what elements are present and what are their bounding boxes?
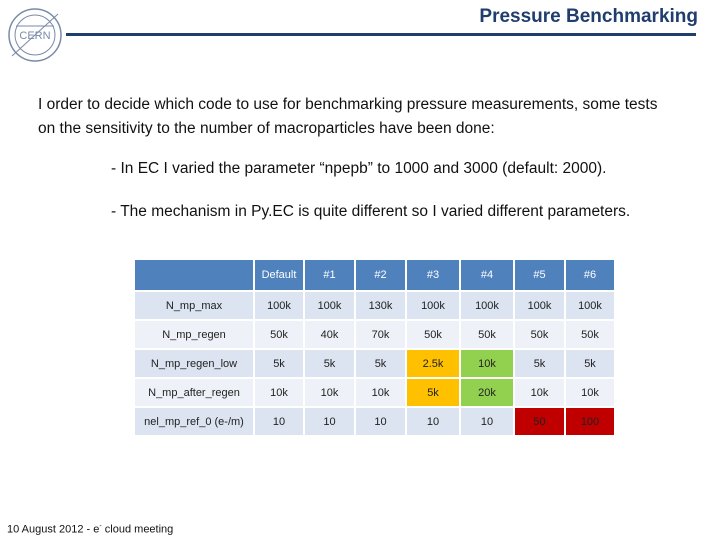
table-cell: 50k (255, 321, 303, 348)
bullet-ec: - In EC I varied the parameter “npepb” to 1000 and 3000 (default: 2000). (111, 160, 607, 177)
table-cell: 100k (407, 292, 459, 319)
cern-logo-text: CERN (19, 30, 51, 42)
table-cell: 5k (305, 350, 354, 377)
table-cell: 70k (356, 321, 405, 348)
table-cell-highlight: 2.5k (407, 350, 459, 377)
column-header: Default (255, 260, 303, 290)
column-header: #1 (305, 260, 354, 290)
table-cell: 50k (566, 321, 614, 348)
table-cell: 10k (515, 379, 564, 406)
footer-superscript: - (99, 523, 102, 530)
benchmark-table (133, 258, 616, 437)
table-cell-highlight: 50 (515, 408, 564, 435)
table-cell-highlight: 20k (461, 379, 513, 406)
table-cell: 50k (407, 321, 459, 348)
table-cell: 50k (461, 321, 513, 348)
table-cell: 10k (255, 379, 303, 406)
table-cell: 10 (461, 408, 513, 435)
table-cell-highlight: 10k (461, 350, 513, 377)
table-row (135, 408, 614, 435)
table-cell: 40k (305, 321, 354, 348)
table-cell: 100k (566, 292, 614, 319)
column-header (135, 260, 253, 290)
table-cell: 10 (407, 408, 459, 435)
footer-date: 10 August 2012 (7, 523, 84, 536)
table-cell: 100k (515, 292, 564, 319)
table-cell: 100k (461, 292, 513, 319)
table-row (135, 350, 614, 377)
row-label: N_mp_regen_low (135, 350, 253, 377)
table-cell: 10 (305, 408, 354, 435)
row-label: nel_mp_ref_0 (e-/m) (135, 408, 253, 435)
table-row (135, 321, 614, 348)
footer-prefix: e (93, 523, 100, 536)
row-label: N_mp_regen (135, 321, 253, 348)
column-header: #5 (515, 260, 564, 290)
bullet-pyec: - The mechanism in Py.EC is quite different so I varied different parameters. (111, 203, 631, 220)
table-cell: 10 (356, 408, 405, 435)
column-header: #3 (407, 260, 459, 290)
column-header: #6 (566, 260, 614, 290)
table-cell: 5k (356, 350, 405, 377)
table-cell: 130k (356, 292, 405, 319)
table-cell-highlight: 100 (566, 408, 614, 435)
footer-separator: - (86, 523, 91, 536)
column-header: #2 (356, 260, 405, 290)
table-cell: 50k (515, 321, 564, 348)
table-cell-highlight: 5k (407, 379, 459, 406)
table-cell: 10k (566, 379, 614, 406)
cern-logo (6, 6, 64, 64)
table-header-row (135, 260, 614, 290)
table-row (135, 292, 614, 319)
table-cell: 100k (305, 292, 354, 319)
page-title: Pressure Benchmarking (479, 6, 698, 27)
table-cell: 100k (255, 292, 303, 319)
table-cell: 5k (515, 350, 564, 377)
row-label: N_mp_after_regen (135, 379, 253, 406)
title-underline (66, 33, 696, 36)
table-row (135, 379, 614, 406)
table-cell: 5k (566, 350, 614, 377)
column-header: #4 (461, 260, 513, 290)
row-label: N_mp_max (135, 292, 253, 319)
table-cell: 10 (255, 408, 303, 435)
footer (7, 523, 173, 536)
table-cell: 10k (305, 379, 354, 406)
footer-topic: cloud meeting (104, 523, 174, 536)
table-cell: 10k (356, 379, 405, 406)
table-cell: 5k (255, 350, 303, 377)
intro-paragraph: I order to decide which code to use for benchmarking pressure measurements, some tests on the sensitivity to the number of macroparticles have been done: (38, 96, 658, 137)
